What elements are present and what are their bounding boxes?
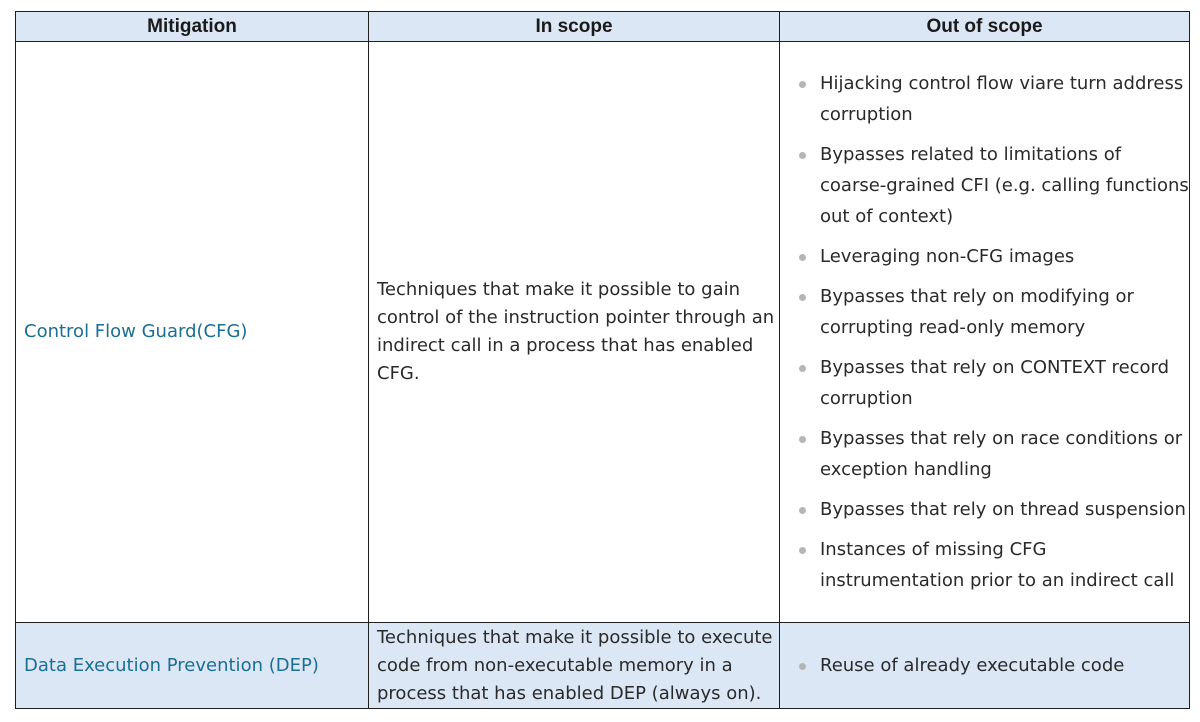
list-item: [820, 139, 1189, 232]
bullet-dot-icon: [799, 547, 806, 554]
list-item-text: Bypasses that rely on CONTEXT record corruption: [820, 357, 1170, 409]
out-of-scope-list: [780, 652, 1189, 680]
mitigation-link-dep[interactable]: Data Execution Prevention (DEP): [24, 654, 319, 676]
out-of-scope-cell: [780, 42, 1190, 623]
bullet-dot-icon: [799, 254, 806, 261]
mitigation-scope-table: [15, 11, 1190, 709]
list-item: [820, 652, 1189, 680]
bullet-dot-icon: [799, 81, 806, 88]
mitigation-cell: [16, 623, 369, 709]
in-scope-text: Techniques that make it possible to execute code from non-executable memory in a process that has enabled DEP (always on).: [377, 626, 773, 704]
list-item: [820, 423, 1189, 485]
list-item-text: Reuse of already executable code: [820, 654, 1125, 676]
list-item: [820, 241, 1189, 272]
header-mitigation: Mitigation: [16, 12, 369, 42]
bullet-dot-icon: [799, 436, 806, 443]
bullet-dot-icon: [799, 152, 806, 159]
list-item-text: Leveraging non-CFG images: [820, 246, 1075, 267]
list-item: [820, 281, 1189, 343]
in-scope-cell: [369, 623, 780, 709]
table-header-row: [16, 12, 1190, 42]
bullet-dot-icon: [799, 507, 806, 514]
out-of-scope-cell: [780, 623, 1190, 709]
bullet-dot-icon: [799, 365, 806, 372]
list-item-text: Hijacking control flow viare turn address corruption: [820, 73, 1184, 125]
list-item: [820, 352, 1189, 414]
list-item-text: Bypasses that rely on thread suspension: [820, 499, 1186, 520]
out-of-scope-list: [780, 68, 1189, 596]
list-item-text: Bypasses that rely on modifying or corrupting read-only memory: [820, 286, 1134, 338]
mitigation-link-cfg[interactable]: Control Flow Guard(CFG): [24, 321, 248, 342]
mitigation-cell: [16, 42, 369, 623]
list-item-text: Bypasses that rely on race conditions or exception handling: [820, 428, 1183, 480]
bullet-dot-icon: [799, 663, 806, 670]
table-row-dep: [16, 623, 1190, 709]
header-in-scope: In scope: [369, 12, 780, 42]
list-item-text: Instances of missing CFG instrumentation prior to an indirect call: [820, 539, 1175, 591]
header-out-of-scope: Out of scope: [780, 12, 1190, 42]
in-scope-cell: [369, 42, 780, 623]
table-row-cfg: [16, 42, 1190, 623]
list-item-text: Bypasses related to limitations of coarse-grained CFI (e.g. calling functions out of context): [820, 144, 1189, 227]
list-item: [820, 494, 1189, 525]
list-item: [820, 68, 1189, 130]
in-scope-text: Techniques that make it possible to gain control of the instruction pointer through an indirect call in a process that has enabled CFG.: [377, 279, 775, 384]
list-item: [820, 534, 1189, 596]
bullet-dot-icon: [799, 294, 806, 301]
